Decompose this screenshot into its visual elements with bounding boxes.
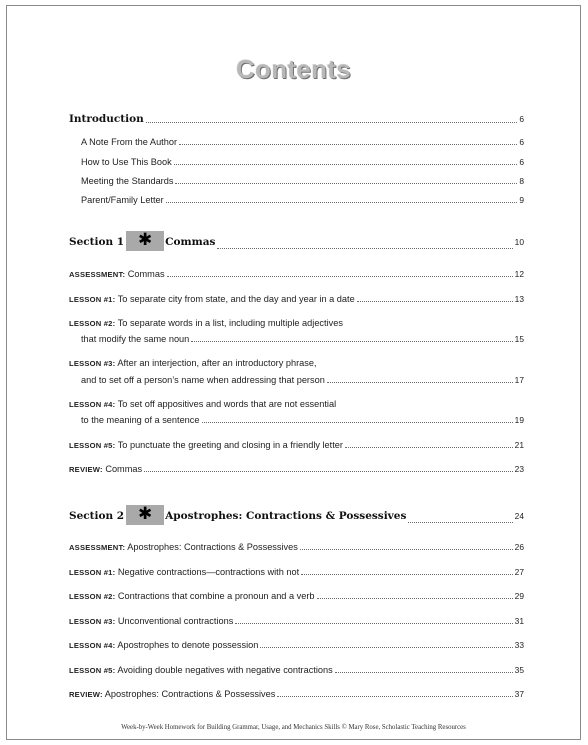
toc-entry-label: To set off appositives and words that are not essential — [117, 399, 337, 409]
entry-tag: LESSON #2: — [69, 319, 116, 328]
page-number: 6 — [519, 157, 524, 167]
toc-entry-label: that modify the same noun — [81, 334, 190, 344]
toc-section-2[interactable] — [69, 505, 524, 525]
page-number: 23 — [514, 464, 524, 474]
entry-tag: LESSON #4: — [69, 400, 116, 409]
toc-entry-review[interactable] — [69, 689, 524, 699]
leader-dots — [167, 276, 513, 277]
page-number: 33 — [514, 640, 524, 650]
page-number: 29 — [514, 591, 524, 601]
leader-dots — [175, 183, 517, 184]
entry-tag: LESSON #1: — [69, 295, 116, 304]
leader-dots — [179, 144, 517, 145]
page-number: 21 — [514, 440, 524, 450]
toc-section-1[interactable] — [69, 231, 524, 251]
toc-entry[interactable] — [81, 176, 524, 186]
toc-entry-label: Apostrophes to denote possession — [117, 640, 259, 650]
section-number: Section 2 — [69, 510, 125, 522]
leader-dots — [235, 623, 512, 624]
leader-dots — [202, 422, 513, 423]
page-title: Contents — [235, 54, 352, 84]
entry-tag: LESSON #2: — [69, 592, 116, 601]
page-number: 8 — [519, 176, 524, 186]
toc-entry-label: Meeting the Standards — [81, 176, 174, 186]
toc-entry-label: To separate city from state, and the day and year in a date — [117, 294, 355, 304]
toc-entry-assessment[interactable] — [69, 269, 524, 279]
toc-entry-lesson[interactable] — [69, 665, 524, 675]
leader-dots — [146, 122, 518, 123]
toc-entry-label: After an interjection, after an introductory phrase, — [117, 358, 317, 368]
toc-entry-label: to the meaning of a sentence — [81, 415, 200, 425]
toc-entry-assessment[interactable] — [69, 542, 524, 552]
toc-entry-lesson[interactable] — [69, 591, 524, 601]
entry-tag: REVIEW: — [69, 465, 103, 474]
star-icon: ✱ — [126, 231, 164, 251]
toc-entry-label: Commas — [105, 464, 143, 474]
page-number: 9 — [519, 195, 524, 205]
toc-entry-label: Contractions that combine a pronoun and a verb — [117, 591, 315, 601]
toc-heading-label: Introduction — [69, 113, 144, 125]
section-name: Apostrophes: Contractions & Possessives — [165, 510, 407, 522]
leader-dots — [345, 447, 513, 448]
toc-entry-label: Unconventional contractions — [117, 616, 234, 626]
toc-entry-label: Commas — [127, 269, 165, 279]
entry-tag: LESSON #1: — [69, 568, 116, 577]
page-footer: Week-by-Week Homework for Building Grammar, Usage, and Mechanics Skills © Mary Rose, Scholastic Teaching Resources — [121, 724, 466, 731]
page-number: 31 — [514, 616, 524, 626]
leader-dots — [174, 164, 518, 165]
page-number: 15 — [514, 334, 524, 344]
leader-dots — [327, 382, 513, 383]
page-number: 6 — [519, 114, 524, 124]
toc-entry-review[interactable] — [69, 464, 524, 474]
toc-entry-lesson[interactable] — [81, 375, 524, 385]
leader-dots — [217, 248, 512, 249]
leader-dots — [317, 598, 513, 599]
leader-dots — [300, 549, 513, 550]
page-number: 17 — [514, 375, 524, 385]
section-name: Commas — [165, 236, 216, 248]
toc-entry-introduction[interactable] — [69, 113, 524, 125]
page-number: 27 — [514, 567, 524, 577]
page-number: 12 — [514, 269, 524, 279]
toc-entry-lesson[interactable] — [69, 616, 524, 626]
toc-entry-lesson-line — [69, 399, 336, 409]
leader-dots — [144, 471, 513, 472]
leader-dots — [357, 301, 513, 302]
entry-tag: ASSESSMENT: — [69, 543, 126, 552]
toc-entry-lesson[interactable] — [69, 567, 524, 577]
toc-entry[interactable] — [81, 137, 524, 147]
entry-tag: ASSESSMENT: — [69, 270, 126, 279]
toc-entry-label: A Note From the Author — [81, 137, 178, 147]
entry-tag: LESSON #5: — [69, 666, 116, 675]
toc-entry-lesson[interactable] — [69, 294, 524, 304]
toc-entry[interactable] — [81, 157, 524, 167]
toc-entry-lesson-line — [69, 318, 343, 328]
entry-tag: LESSON #5: — [69, 441, 116, 450]
toc-entry-label: To punctuate the greeting and closing in a friendly letter — [117, 440, 343, 450]
toc-entry-label: To separate words in a list, including multiple adjectives — [117, 318, 343, 328]
entry-tag: LESSON #3: — [69, 359, 116, 368]
entry-tag: REVIEW: — [69, 690, 103, 699]
page-number: 35 — [514, 665, 524, 675]
toc-entry-lesson-line — [69, 358, 317, 368]
star-icon: ✱ — [126, 505, 164, 525]
leader-dots — [335, 672, 513, 673]
leader-dots — [166, 202, 518, 203]
toc-entry[interactable] — [81, 195, 524, 205]
page-number: 26 — [514, 542, 524, 552]
toc-entry-lesson[interactable] — [69, 640, 524, 650]
leader-dots — [301, 574, 513, 575]
page-number: 10 — [514, 237, 524, 247]
entry-tag: LESSON #3: — [69, 617, 116, 626]
leader-dots — [191, 341, 512, 342]
toc-entry-lesson[interactable] — [81, 334, 524, 344]
entry-tag: LESSON #4: — [69, 641, 116, 650]
toc-entry-label: Negative contractions—contractions with not — [117, 567, 300, 577]
section-number: Section 1 — [69, 236, 125, 248]
toc-entry-lesson[interactable] — [69, 440, 524, 450]
leader-dots — [408, 522, 512, 523]
toc-entry-label: Apostrophes: Contractions & Possessives — [104, 689, 276, 699]
toc-entry-label: Avoiding double negatives with negative contractions — [117, 665, 333, 675]
toc-entry-label: Apostrophes: Contractions & Possessives — [127, 542, 298, 552]
page-number: 13 — [514, 294, 524, 304]
page — [6, 5, 581, 740]
leader-dots — [277, 696, 512, 697]
leader-dots — [260, 647, 512, 648]
toc-entry-label: and to set off a person’s name when addressing that person — [81, 375, 325, 385]
toc-entry-lesson[interactable] — [81, 415, 524, 425]
toc-entry-label: Parent/Family Letter — [81, 195, 164, 205]
page-number: 6 — [519, 137, 524, 147]
page-number: 24 — [514, 511, 524, 521]
toc-entry-label: How to Use This Book — [81, 157, 172, 167]
page-number: 37 — [514, 689, 524, 699]
page-number: 19 — [514, 415, 524, 425]
